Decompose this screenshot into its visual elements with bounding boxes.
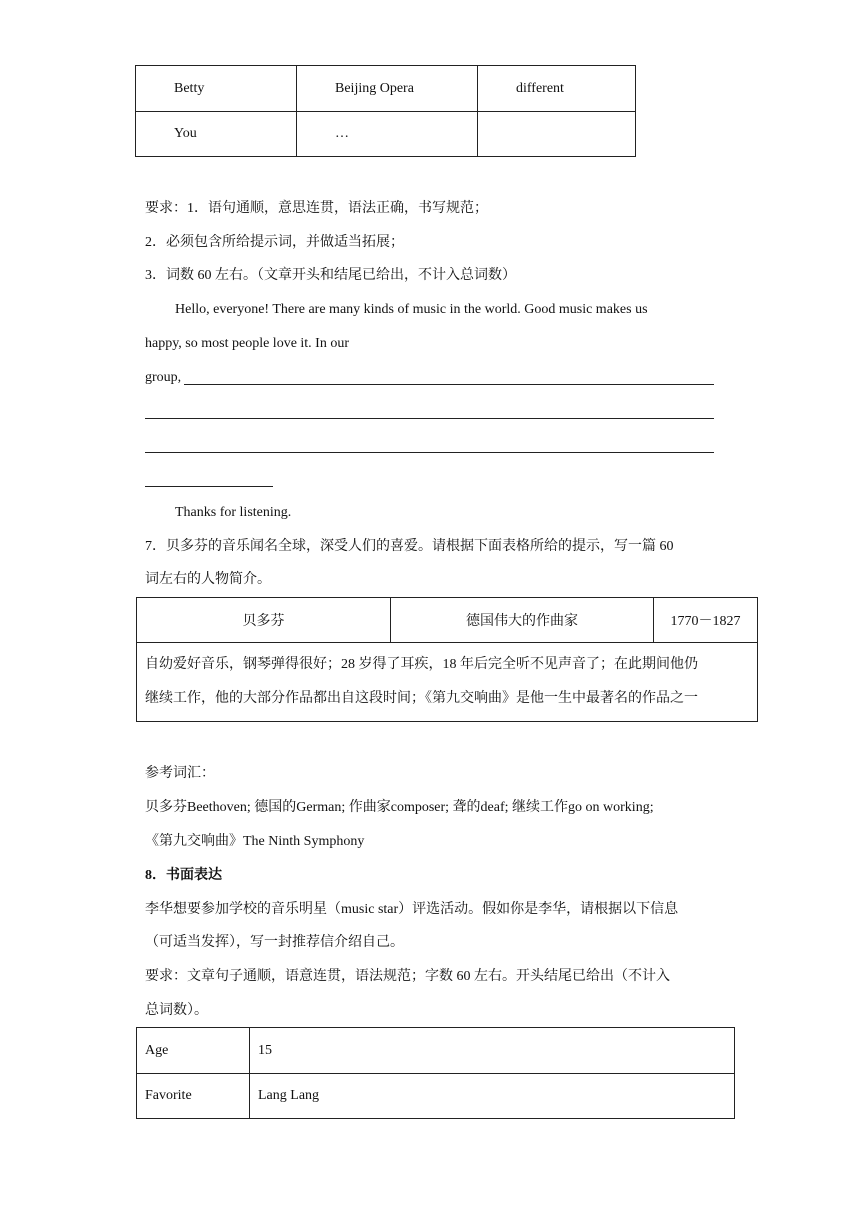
group-prefix: group, <box>145 370 182 385</box>
q8-prompt: 李华想要参加学校的音乐明星（music star）评选活动。假如你是李华，请根据以下信息 <box>145 902 679 917</box>
essay-opening: happy, so most people love it. In our <box>145 336 350 351</box>
table-cell: Betty <box>136 66 297 112</box>
answer-line <box>145 486 273 487</box>
table-row <box>137 643 758 722</box>
q8-heading: 8．书面表达 <box>145 868 222 883</box>
q8-requirement: 要求：文章句子通顺，语意连贯，语法规范；字数 60 左右。开头结尾已给出（不计入 <box>145 969 670 984</box>
music-table <box>135 65 636 157</box>
table-cell: different <box>478 66 636 112</box>
table-row <box>137 598 758 643</box>
table-cell: Favorite <box>137 1074 250 1119</box>
table-row <box>136 112 636 157</box>
q7-prompt: 7．贝多芬的音乐闻名全球，深受人们的喜爱。请根据下面表格所给的提示，写一篇 60 <box>145 539 674 554</box>
essay-closing: Thanks for listening. <box>175 505 292 520</box>
table-cell: … <box>297 112 478 157</box>
info-table <box>136 1027 735 1119</box>
detail-cell <box>137 643 758 722</box>
answer-line <box>145 452 714 453</box>
vocab-title: 参考词汇： <box>145 766 215 781</box>
table-cell: You <box>136 112 297 157</box>
requirement-line: 2．必须包含所给提示词，并做适当拓展； <box>145 235 404 250</box>
table-cell: Beijing Opera <box>297 66 478 112</box>
table-row <box>136 66 636 112</box>
answer-line <box>184 384 714 385</box>
beethoven-table <box>136 597 758 722</box>
requirement-line: 要求：1．语句通顺，意思连贯，语法正确，书写规范； <box>145 201 488 216</box>
q8-prompt: （可适当发挥），写一封推荐信介绍自己。 <box>145 935 404 950</box>
answer-line <box>145 418 714 419</box>
table-row <box>137 1028 735 1074</box>
name-cell: 贝多芬 <box>137 598 391 643</box>
detail-line: 继续工作，他的大部分作品都出自这段时间；《第九交响曲》是他一生中最著名的作品之一 <box>145 691 698 706</box>
detail-line: 自幼爱好音乐，钢琴弹得很好；28 岁得了耳疾，18 年后完全听不见声音了；在此期间他仍 <box>145 657 698 672</box>
requirement-line: 3．词数 60 左右。（文章开头和结尾已给出，不计入总词数） <box>145 268 516 283</box>
table-cell: 15 <box>250 1028 735 1074</box>
q8-requirement: 总词数）。 <box>145 1003 208 1018</box>
vocab-line: 《第九交响曲》The Ninth Symphony <box>145 834 365 849</box>
title-cell: 德国伟大的作曲家 <box>391 598 654 643</box>
table-cell: Age <box>137 1028 250 1074</box>
q7-prompt: 词左右的人物简介。 <box>145 572 271 587</box>
essay-opening: Hello, everyone! There are many kinds of music in the world. Good music makes us <box>175 302 648 317</box>
table-cell: Lang Lang <box>250 1074 735 1119</box>
vocab-line: 贝多芬Beethoven; 德国的German; 作曲家composer; 聋的deaf; 继续工作go on working; <box>145 800 654 815</box>
table-row <box>137 1074 735 1119</box>
years-cell: 1770－1827 <box>654 598 758 643</box>
table-cell <box>478 112 636 157</box>
